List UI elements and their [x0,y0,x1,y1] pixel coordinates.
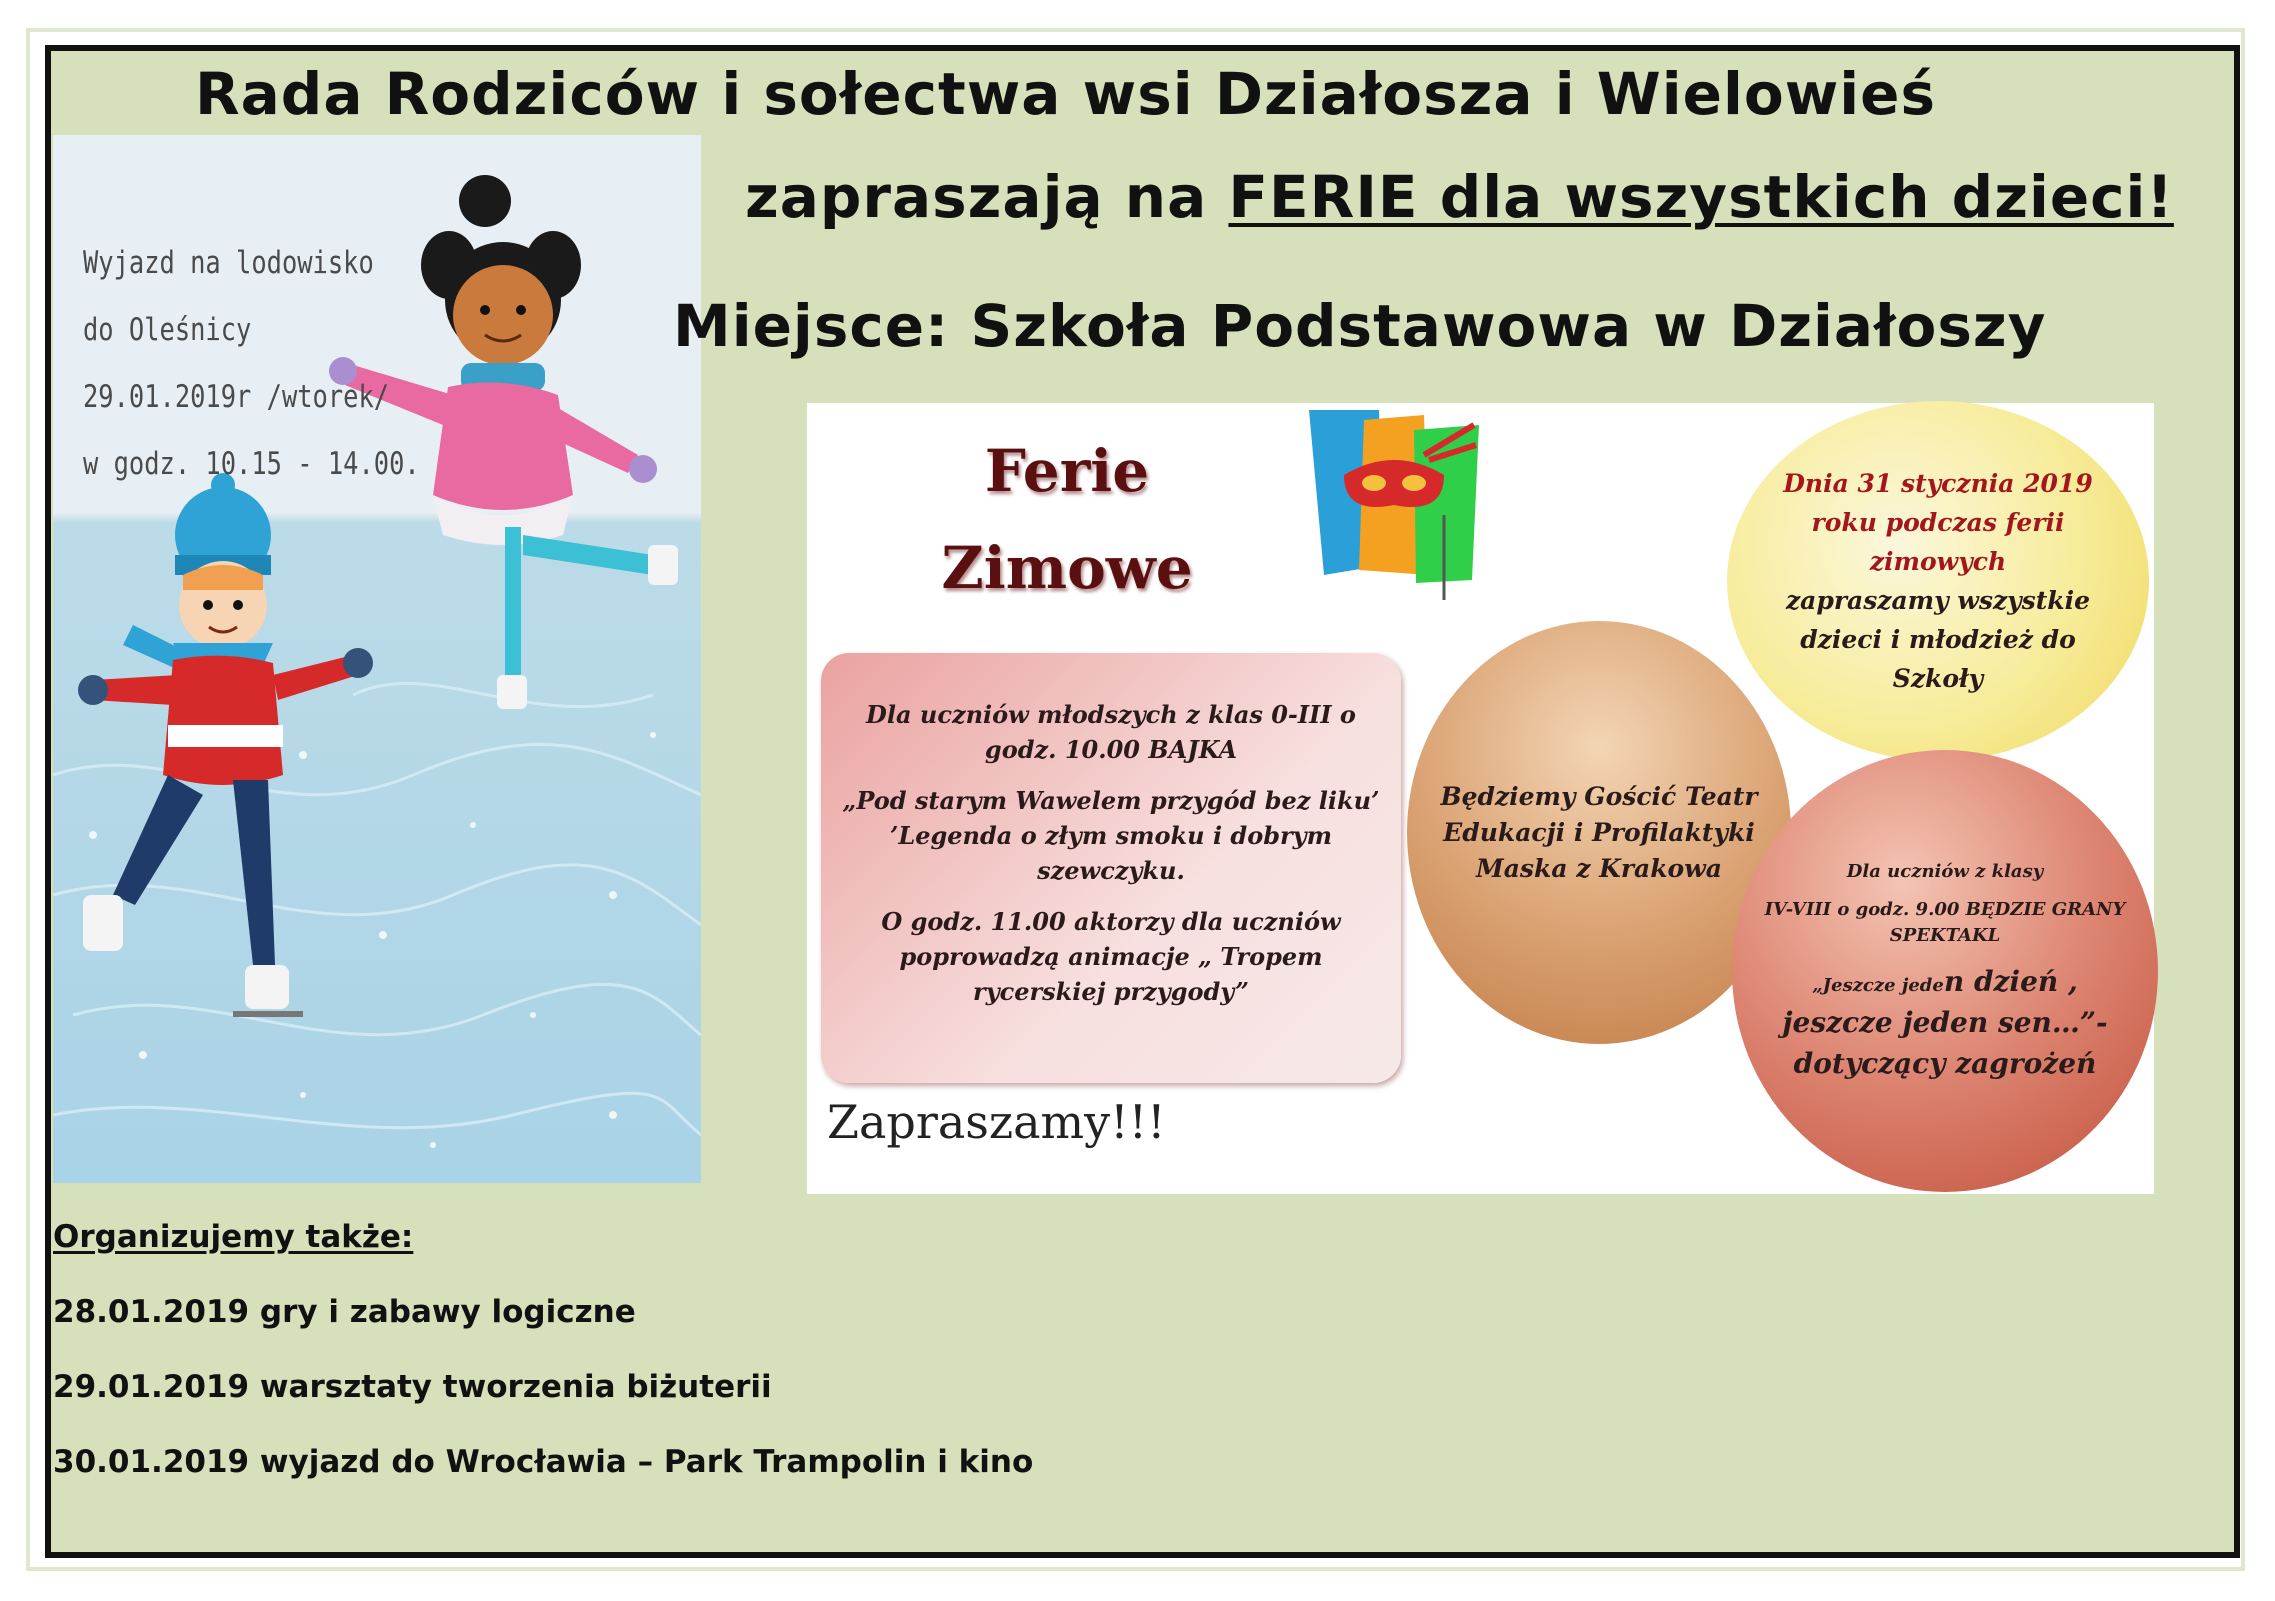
organized-item: 28.01.2019 gry i zabawy logiczne [53,1294,636,1330]
invitation-date-text: Dnia 31 stycznia 2019 roku podczas ferii zimowych [1783,469,2093,576]
ice-rink-line: w godz. 10.15 - 14.00. [83,446,420,482]
header-line-1: Rada Rodziców i sołectwa wsi Działosza i Wielowieś [195,60,1937,128]
play-title-rest: n dzień , jeszcze jeden sen…”- dotyczący zagrożeń [1782,964,2108,1080]
organized-also-section [53,1200,1033,1500]
ice-rink-line: do Oleśnicy [83,312,252,348]
younger-pupils-p2: „Pod starym Wawelem przygód bez liku’ ’Legenda o złym smoku i dobrym szewczyku. [842,786,1380,885]
winter-break-card [807,403,2154,1194]
invitation-circle [1727,401,2149,761]
theatre-guest-text: Będziemy Gościć Teatr Edukacji i Profilaktyki Maska z Krakowa [1440,781,1758,883]
organized-item: 29.01.2019 warsztaty tworzenia biżuterii [53,1369,772,1405]
ice-rink-trip-text [83,230,420,498]
closing-invitation: Zapraszamy!!! [827,1095,1166,1149]
organized-item: 30.01.2019 wyjazd do Wrocławia – Park Trampolin i kino [53,1444,1034,1480]
title-line-2: Zimowe [941,534,1193,602]
older-pupils-line-1: Dla uczniów z klasy [1846,860,2044,882]
older-pupils-line-2: IV-VIII o godz. 9.00 BĘDZIE GRANY SPEKTAKL [1764,898,2126,946]
invitation-text: zapraszamy wszystkie dzieci i młodzież do Szkoły [1785,586,2091,693]
ferie-zimowe-title [917,423,1217,617]
header-line-2-underlined: FERIE dla wszystkich dzieci! [1228,163,2174,231]
younger-pupils-p1: Dla uczniów młodszych z klas 0-III o godz. 10.00 BAJKA [866,700,1356,764]
play-title-start: „Jeszcze jede [1812,974,1944,996]
carnival-mask-icon [1304,405,1486,605]
organized-heading: Organizujemy także: [53,1219,414,1255]
header-line-3: Miejsce: Szkoła Podstawowa w Działoszy [673,292,2047,360]
ice-rink-line: 29.01.2019r /wtorek/ [83,379,390,415]
header-line-2 [745,163,2174,231]
ice-rink-line: Wyjazd na lodowisko [83,245,374,281]
younger-pupils-p3: O godz. 11.00 aktorzy dla uczniów poprowadzą animacje „ Tropem rycerskiej przygody” [881,907,1341,1006]
younger-pupils-box [821,653,1401,1083]
older-pupils-circle [1732,750,2158,1192]
title-line-1: Ferie [984,437,1150,505]
older-pupils-play-title [1762,961,2128,1084]
boy-skater [78,473,373,1017]
header-line-2-prefix: zapraszają na [745,163,1229,231]
skating-illustration [53,135,701,1183]
